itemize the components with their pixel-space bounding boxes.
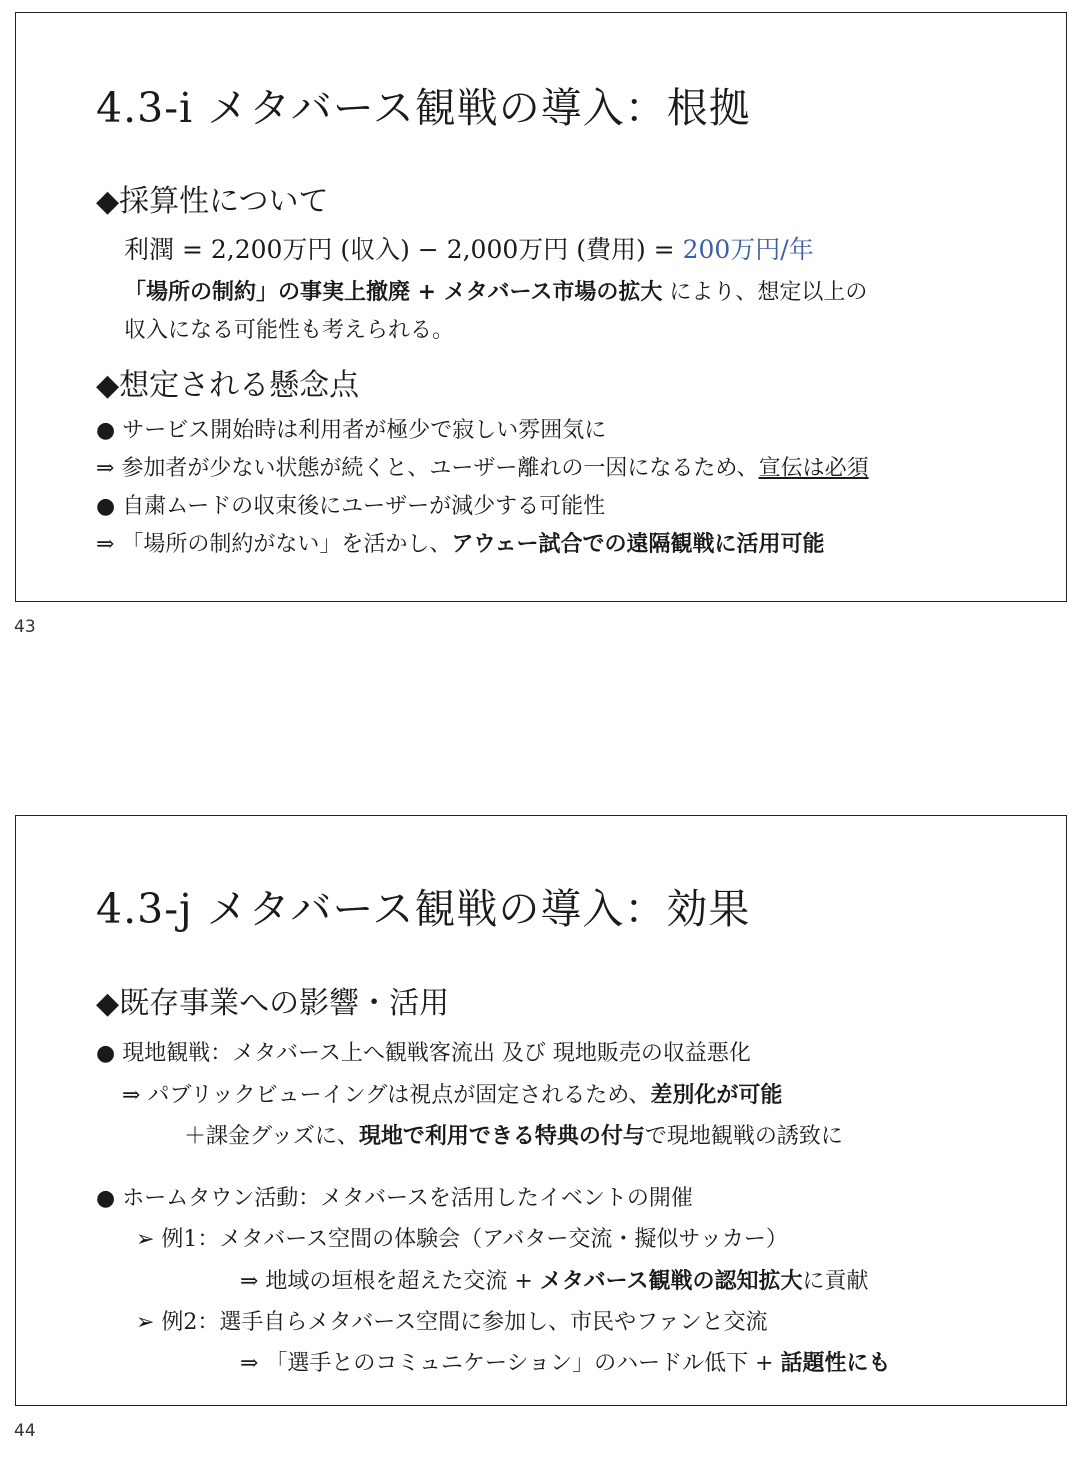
example-2: ➢ 例2：選手自らメタバース空間に参加し、市民やファンと交流 — [136, 1310, 768, 1335]
impact-plus-1-rest: で現地観戦の誘致に — [644, 1124, 843, 1149]
page-number: 43 — [14, 617, 36, 637]
example-1-arrow-text: ⇒ 地域の垣根を超えた交流 + — [240, 1269, 540, 1294]
impact-arrow-1-bold: 差別化が可能 — [650, 1082, 783, 1108]
impact-arrow-1 — [122, 1078, 782, 1109]
section-heading-profitability: ◆採算性について — [96, 184, 329, 219]
profit-note-line-2: 収入になる可能性も考えられる。 — [124, 318, 455, 343]
impact-bullet-2: ● ホームタウン活動：メタバースを活用したイベントの開催 — [96, 1186, 693, 1211]
profit-note-text: により、想定以上の — [662, 280, 868, 305]
concern-bullet-2: ● 自粛ムードの収束後にユーザーが減少する可能性 — [96, 494, 606, 519]
concern-arrow-2-bold: アウェー試合での遠隔観戦に活用可能 — [451, 531, 825, 557]
profit-formula-expression: 利潤 = 2,200万円 (収入) − 2,000万円 (費用) = — [124, 235, 683, 264]
example-2-arrow-text: ⇒ 「選手とのコミュニケーション」のハードル低下 + — [240, 1351, 781, 1376]
slide-44 — [15, 815, 1067, 1406]
profit-formula — [124, 230, 814, 266]
concern-arrow-1-text: ⇒ 参加者が少ない状態が続くと、ユーザー離れの一因になるため、 — [96, 456, 759, 481]
example-1-arrow-bold: メタバース観戦の認知拡大 — [539, 1268, 803, 1294]
page-number: 44 — [14, 1421, 36, 1441]
concern-arrow-1-underlined: 宣伝は必須 — [758, 456, 869, 481]
concern-arrow-1 — [96, 451, 869, 482]
example-1: ➢ 例1：メタバース空間の体験会（アバター交流・擬似サッカー） — [136, 1227, 788, 1252]
slide-title: 4.3-i メタバース観戦の導入：根拠 — [96, 84, 751, 132]
impact-plus-1 — [184, 1119, 843, 1150]
concern-bullet-1: ● サービス開始時は利用者が極少で寂しい雰囲気に — [96, 418, 607, 443]
section-heading-concerns: ◆想定される懸念点 — [96, 368, 360, 403]
profit-formula-result: 200万円/年 — [682, 235, 814, 264]
profit-note-line-1 — [124, 275, 867, 306]
example-2-arrow — [240, 1346, 891, 1377]
slide-title: 4.3-j メタバース観戦の導入：効果 — [96, 885, 751, 933]
impact-plus-1-text: ＋課金グッズに、 — [184, 1124, 359, 1149]
profit-note-emphasis: 「場所の制約」の事実上撤廃 + メタバース市場の拡大 — [124, 279, 663, 305]
example-1-arrow-rest: に貢献 — [802, 1269, 869, 1294]
concern-arrow-2 — [96, 527, 825, 558]
impact-arrow-1-text: ⇒ パブリックビューイングは視点が固定されるため、 — [122, 1083, 651, 1108]
concern-arrow-2-text: ⇒ 「場所の制約がない」を活かし、 — [96, 532, 452, 557]
impact-bullet-1: ● 現地観戦：メタバース上へ観戦客流出 及び 現地販売の収益悪化 — [96, 1041, 751, 1066]
impact-plus-1-bold: 現地で利用できる特典の付与 — [358, 1123, 645, 1149]
slide-43 — [15, 12, 1067, 602]
example-2-arrow-bold: 話題性にも — [780, 1350, 891, 1376]
example-1-arrow — [240, 1264, 869, 1295]
section-heading-impact: ◆既存事業への影響・活用 — [96, 986, 450, 1021]
